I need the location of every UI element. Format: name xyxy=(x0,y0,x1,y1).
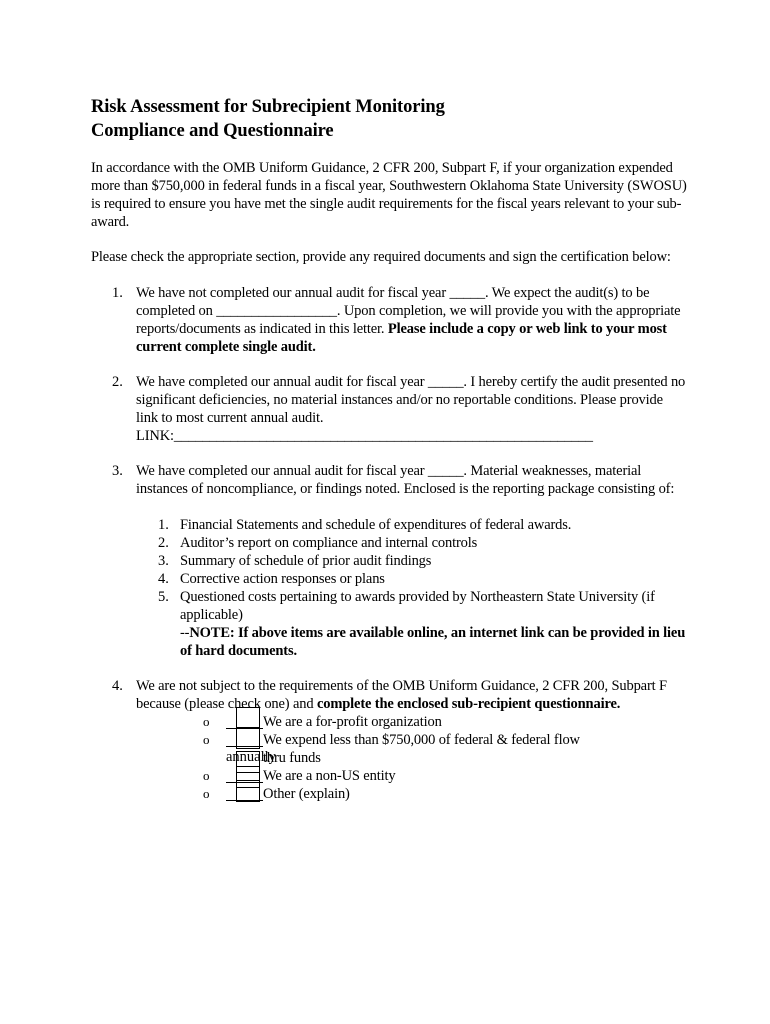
section-3-text xyxy=(136,462,736,498)
section-2-line-1: We have completed our annual audit for fiscal year _____. I hereby certify the audit presented no xyxy=(136,374,686,390)
option-non-us xyxy=(0,767,600,785)
subitem-1-text: Financial Statements and schedule of expenditures of federal awards. xyxy=(180,517,572,533)
section-4-line-2 xyxy=(136,695,736,713)
section-1-line-3-bold: Please include a copy or web link to your most xyxy=(387,321,667,337)
instructions-paragraph: Please check the appropriate section, provide any required documents and sign the certification below: xyxy=(91,249,671,265)
bullet-icon: o xyxy=(203,786,210,801)
checkbox-for-profit[interactable] xyxy=(236,707,260,729)
section-2-text xyxy=(136,373,736,445)
section-1-line-3 xyxy=(136,320,736,338)
intro-line-1: In accordance with the OMB Uniform Guidance, 2 CFR 200, Subpart F, if your organization expended xyxy=(91,160,673,176)
note-line-2: of hard documents. xyxy=(180,643,297,659)
section-2-line-3: link to most current annual audit. xyxy=(136,410,324,426)
subitem-4-number: 4. xyxy=(158,571,169,587)
section-4-line-2-bold: complete the enclosed sub-recipient questionnaire. xyxy=(316,696,621,712)
option-other xyxy=(0,785,600,803)
subitem-5-number: 5. xyxy=(158,589,169,605)
link-field[interactable]: LINK:___________________________________________________________ xyxy=(136,428,593,444)
bullet-icon: o xyxy=(203,768,210,783)
subitem-1-number: 1. xyxy=(158,517,169,533)
section-2-line-2: significant deficiencies, no material instances and/or no reportable conditions. Please provide xyxy=(136,392,663,408)
title-line-1: Risk Assessment for Subrecipient Monitoring xyxy=(91,97,445,117)
section-1-text xyxy=(136,284,736,356)
option-other-label: Other (explain) xyxy=(263,786,350,802)
note-prefix: -- xyxy=(180,625,190,641)
section-1-line-2: completed on _________________. Upon completion, we will provide you with the appropriate xyxy=(136,303,681,319)
page-title xyxy=(91,96,445,143)
note-bold-1: NOTE: If above items are available online, an internet link can be provided in lieu xyxy=(189,625,686,641)
section-4-line-2-regular: because (please check one) and xyxy=(136,696,317,712)
option-for-profit-label: We are a for-profit organization xyxy=(263,714,442,730)
intro-paragraph xyxy=(91,159,731,231)
intro-line-3: is required to ensure you have met the single audit requirements for the fiscal years relevant to your sub- xyxy=(91,196,682,212)
subitem-4-text: Corrective action responses or plans xyxy=(180,571,385,587)
intro-line-4: award. xyxy=(91,214,130,230)
section-3-line-1: We have completed our annual audit for fiscal year _____. Material weaknesses, material xyxy=(136,463,642,479)
section-4-number: 4. xyxy=(112,678,123,694)
intro-line-2: more than $750,000 in federal funds in a fiscal year, Southwestern Oklahoma State University (SWOSU) xyxy=(91,178,687,194)
option-for-profit xyxy=(0,713,600,731)
section-4-text xyxy=(136,677,736,713)
subitem-2-number: 2. xyxy=(158,535,169,551)
subitem-3-number: 3. xyxy=(158,553,169,569)
option-less-than-750k-label: We expend less than $750,000 of federal & federal flow thru funds xyxy=(263,732,580,766)
section-3-number: 3. xyxy=(112,463,123,479)
bullet-icon: o xyxy=(203,732,210,747)
section-2-number: 2. xyxy=(112,374,123,390)
subitem-2-text: Auditor’s report on compliance and internal controls xyxy=(180,535,478,551)
checkbox-other[interactable] xyxy=(236,780,260,802)
note-line-1 xyxy=(180,624,730,642)
title-line-2: Compliance and Questionnaire xyxy=(91,120,334,141)
option-non-us-label: We are a non-US entity xyxy=(263,768,396,784)
checkbox-less-than-750k[interactable] xyxy=(236,727,260,749)
section-3-line-2: instances of noncompliance, or findings noted. Enclosed is the reporting package consisting of: xyxy=(136,481,675,497)
subitem-5-text xyxy=(180,588,730,660)
subitem-5-line-2: applicable) xyxy=(180,607,243,623)
subitem-5-line-1: Questioned costs pertaining to awards provided by Northeastern State University (if xyxy=(180,589,655,605)
section-1-line-4: current complete single audit. xyxy=(136,339,316,355)
section-1-line-1: We have not completed our annual audit for fiscal year _____. We expect the audit(s) to be xyxy=(136,285,650,301)
subitem-3-text: Summary of schedule of prior audit findings xyxy=(180,553,432,569)
bullet-icon: o xyxy=(203,714,210,729)
option-less-than-750k-label-2: annually xyxy=(226,749,276,765)
section-1-line-3-regular: reports/documents as indicated in this letter. xyxy=(136,321,388,337)
section-1-number: 1. xyxy=(112,285,123,301)
section-4-line-1: We are not subject to the requirements of the OMB Uniform Guidance, 2 CFR 200, Subpart F xyxy=(136,678,667,694)
